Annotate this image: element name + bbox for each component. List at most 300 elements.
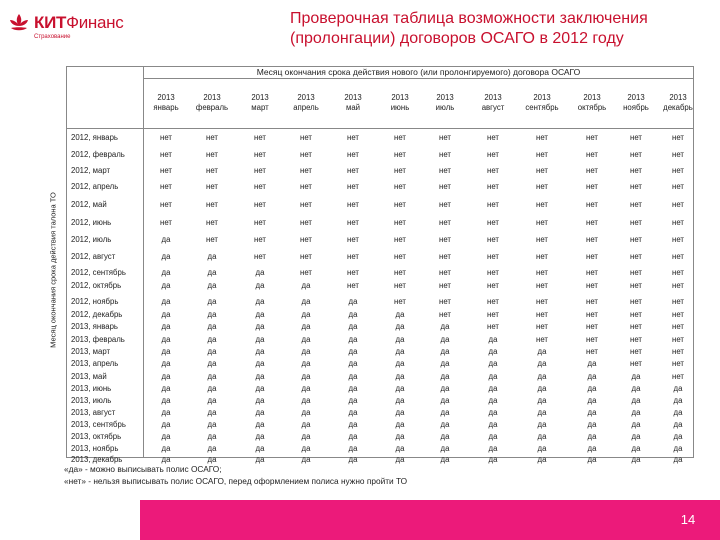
brand-subtitle: Страхование <box>34 34 71 40</box>
table-cell: да <box>395 408 405 417</box>
table-cell: да <box>440 335 450 344</box>
table-cell: да <box>348 444 358 453</box>
table-cell: да <box>587 396 597 405</box>
table-cell: нет <box>487 235 499 244</box>
row-group-header: Месяц окончания срока действия талона ТО <box>48 192 58 348</box>
table-cell: нет <box>394 281 406 290</box>
table-cell: нет <box>394 235 406 244</box>
table-cell: да <box>207 432 217 441</box>
column-header <box>143 93 189 113</box>
table-cell: да <box>488 408 498 417</box>
table-cell: нет <box>536 335 548 344</box>
table-cell: нет <box>672 359 684 368</box>
column-header <box>377 93 423 113</box>
column-group-header: Месяц окончания срока действия нового (или пролонгируемого) договора ОСАГО <box>256 67 581 77</box>
table-cell: да <box>255 455 265 464</box>
column-header-year: 2013 <box>436 93 454 102</box>
table-cell: да <box>488 420 498 429</box>
table-cell: нет <box>586 166 598 175</box>
footer-bar <box>140 500 720 540</box>
table-cell: да <box>301 347 311 356</box>
table-cell: да <box>395 322 405 331</box>
row-label: 2013, ноябрь <box>71 444 119 453</box>
table-cell: нет <box>630 310 642 319</box>
page-number: 14 <box>680 512 696 527</box>
table-cell: нет <box>586 218 598 227</box>
table-cell: да <box>537 372 547 381</box>
table-cell: нет <box>487 252 499 261</box>
table-cell: да <box>207 310 217 319</box>
table-cell: да <box>537 396 547 405</box>
table-cell: нет <box>672 235 684 244</box>
table-cell: да <box>301 335 311 344</box>
table-cell: да <box>587 359 597 368</box>
row-label: 2013, январь <box>71 322 118 331</box>
table-cell: нет <box>347 200 359 209</box>
column-header-year: 2013 <box>669 93 687 102</box>
table-cell: нет <box>536 322 548 331</box>
table-cell: нет <box>630 133 642 142</box>
table-cell: нет <box>206 166 218 175</box>
table-cell: да <box>488 444 498 453</box>
row-label: 2012, март <box>71 166 111 175</box>
table-cell: нет <box>586 297 598 306</box>
table-cell: нет <box>672 150 684 159</box>
table-cell: да <box>631 420 641 429</box>
table-cell: нет <box>630 182 642 191</box>
table-cell: да <box>587 408 597 417</box>
table-cell: да <box>255 335 265 344</box>
table-cell: да <box>161 347 171 356</box>
table-cell: да <box>161 372 171 381</box>
table-cell: да <box>207 335 217 344</box>
table-cell: нет <box>347 150 359 159</box>
table-cell: нет <box>630 281 642 290</box>
table-cell: нет <box>439 133 451 142</box>
table-cell: да <box>301 455 311 464</box>
table-cell: да <box>488 396 498 405</box>
table-cell: нет <box>672 218 684 227</box>
row-label: 2012, ноябрь <box>71 297 119 306</box>
table-cell: да <box>255 384 265 393</box>
table-cell: нет <box>536 235 548 244</box>
table-cell: да <box>207 268 217 277</box>
column-header-month: сентябрь <box>525 103 559 112</box>
table-cell: да <box>301 408 311 417</box>
table-cell: да <box>348 432 358 441</box>
table-cell: да <box>587 455 597 464</box>
column-header-year: 2013 <box>484 93 502 102</box>
row-label: 2013, декабрь <box>71 455 123 464</box>
table-cell: да <box>440 322 450 331</box>
table-cell: нет <box>586 281 598 290</box>
table-cell: да <box>301 432 311 441</box>
legend <box>64 463 407 487</box>
table-cell: нет <box>439 150 451 159</box>
table-cell: нет <box>300 150 312 159</box>
table-cell: да <box>537 455 547 464</box>
brand-name-bold: КИТ <box>34 13 67 32</box>
table-cell: да <box>631 408 641 417</box>
table-cell: нет <box>439 166 451 175</box>
table-cell: да <box>348 347 358 356</box>
table-cell: да <box>395 396 405 405</box>
table-cell: да <box>255 408 265 417</box>
table-cell: да <box>587 420 597 429</box>
row-label: 2012, август <box>71 252 116 261</box>
table-cell: нет <box>630 218 642 227</box>
table-cell: нет <box>439 297 451 306</box>
table-cell: да <box>161 281 171 290</box>
table-cell: да <box>395 432 405 441</box>
table-cell: да <box>161 420 171 429</box>
brand-logo <box>8 10 158 50</box>
table-cell: да <box>348 408 358 417</box>
table-cell: нет <box>394 166 406 175</box>
table-cell: да <box>348 310 358 319</box>
table-cell: нет <box>586 235 598 244</box>
column-header-year: 2013 <box>203 93 221 102</box>
table-cell: нет <box>536 150 548 159</box>
column-header-month: февраль <box>195 103 229 112</box>
table-cell: да <box>207 455 217 464</box>
table-cell: да <box>395 335 405 344</box>
row-label: 2013, май <box>71 372 107 381</box>
table-cell: нет <box>394 150 406 159</box>
table-cell: да <box>255 310 265 319</box>
table-cell: да <box>673 444 683 453</box>
table-cell: да <box>348 396 358 405</box>
column-header-year: 2013 <box>627 93 645 102</box>
table-cell: нет <box>347 252 359 261</box>
table-cell: нет <box>439 182 451 191</box>
table-cell: нет <box>536 268 548 277</box>
column-header-month: июль <box>435 103 455 112</box>
table-cell: да <box>631 384 641 393</box>
table-cell: да <box>255 420 265 429</box>
table-cell: да <box>161 455 171 464</box>
table-cell: нет <box>586 322 598 331</box>
table-cell: нет <box>254 150 266 159</box>
column-header-month: апрель <box>293 103 319 112</box>
table-cell: нет <box>487 322 499 331</box>
table-cell: нет <box>536 218 548 227</box>
table-cell: да <box>301 444 311 453</box>
table-cell: нет <box>347 218 359 227</box>
table-cell: да <box>301 372 311 381</box>
table-cell: нет <box>394 268 406 277</box>
column-header <box>330 93 376 113</box>
row-label: 2012, февраль <box>71 150 125 159</box>
row-label: 2013, июль <box>71 396 112 405</box>
row-label: 2013, февраль <box>71 335 125 344</box>
table-cell: нет <box>439 310 451 319</box>
table-cell: да <box>255 432 265 441</box>
table-cell: да <box>255 281 265 290</box>
column-header-month: октябрь <box>577 103 607 112</box>
table-cell: да <box>207 444 217 453</box>
table-cell: да <box>161 322 171 331</box>
table-cell: да <box>207 252 217 261</box>
table-cell: да <box>673 432 683 441</box>
table-cell: да <box>301 420 311 429</box>
table-cell: нет <box>206 133 218 142</box>
table-cell: да <box>207 384 217 393</box>
table-cell: нет <box>487 310 499 319</box>
row-label: 2013, апрель <box>71 359 119 368</box>
table-cell: да <box>161 432 171 441</box>
table-cell: нет <box>586 347 598 356</box>
column-header-year: 2013 <box>391 93 409 102</box>
row-label: 2012, июнь <box>71 218 112 227</box>
table-cell: да <box>255 322 265 331</box>
column-header-month: декабрь <box>663 103 693 112</box>
table-cell: да <box>161 335 171 344</box>
table-cell: нет <box>300 133 312 142</box>
table-cell: да <box>301 396 311 405</box>
row-label: 2012, октябрь <box>71 281 122 290</box>
table-cell: нет <box>586 252 598 261</box>
table-cell: да <box>301 384 311 393</box>
table-cell: да <box>440 420 450 429</box>
table-cell: нет <box>672 182 684 191</box>
table-cell: нет <box>630 335 642 344</box>
table-cell: да <box>348 420 358 429</box>
table-cell: нет <box>160 133 172 142</box>
table-cell: нет <box>394 200 406 209</box>
table-cell: да <box>161 235 171 244</box>
table-cell: да <box>301 281 311 290</box>
brand-lotus-icon <box>8 12 30 34</box>
row-label: 2012, декабрь <box>71 310 123 319</box>
table-cell: нет <box>536 252 548 261</box>
table-cell: нет <box>672 310 684 319</box>
table-cell: да <box>395 359 405 368</box>
table-cell: нет <box>300 268 312 277</box>
row-label: 2013, март <box>71 347 111 356</box>
table-cell: да <box>537 420 547 429</box>
row-label: 2013, сентябрь <box>71 420 126 429</box>
table-cell: нет <box>586 182 598 191</box>
page-title-line-2: (пролонгации) договоров ОСАГО в 2012 году <box>290 30 624 47</box>
row-label: 2013, август <box>71 408 116 417</box>
table-cell: нет <box>439 218 451 227</box>
table-cell: да <box>161 310 171 319</box>
table-cell: да <box>440 372 450 381</box>
table-cell: да <box>440 432 450 441</box>
table-cell: нет <box>586 150 598 159</box>
table-cell: нет <box>206 235 218 244</box>
table-cell: нет <box>439 200 451 209</box>
table-cell: нет <box>206 218 218 227</box>
column-header-month: ноябрь <box>623 103 649 112</box>
column-header-month: июнь <box>390 103 410 112</box>
table-cell: нет <box>254 218 266 227</box>
table-cell: нет <box>672 347 684 356</box>
table-cell: нет <box>630 252 642 261</box>
table-cell: да <box>631 372 641 381</box>
table-cell: нет <box>536 166 548 175</box>
table-cell: да <box>207 359 217 368</box>
table-cell: да <box>440 408 450 417</box>
table-cell: нет <box>630 166 642 175</box>
table-cell: да <box>673 420 683 429</box>
table-cell: да <box>161 359 171 368</box>
table-cell: да <box>395 384 405 393</box>
table-cell: да <box>673 396 683 405</box>
table-cell: нет <box>254 200 266 209</box>
column-header <box>655 93 701 113</box>
table-cell: да <box>673 384 683 393</box>
table-cell: нет <box>394 252 406 261</box>
column-header-year: 2013 <box>583 93 601 102</box>
table-cell: да <box>587 372 597 381</box>
table-cell: нет <box>487 268 499 277</box>
table-cell: нет <box>347 268 359 277</box>
table-cell: нет <box>206 200 218 209</box>
table-cell: да <box>537 444 547 453</box>
table-cell: нет <box>630 268 642 277</box>
table-cell: нет <box>394 218 406 227</box>
table-cell: да <box>440 347 450 356</box>
table-cell: нет <box>206 150 218 159</box>
table-cell: нет <box>254 182 266 191</box>
table-cell: да <box>587 444 597 453</box>
table-cell: нет <box>630 200 642 209</box>
table-cell: да <box>207 396 217 405</box>
table-cell: да <box>395 420 405 429</box>
table-cell: нет <box>536 133 548 142</box>
table-cell: да <box>161 297 171 306</box>
table-cell: нет <box>439 252 451 261</box>
table-cell: нет <box>254 235 266 244</box>
table-cell: да <box>395 347 405 356</box>
table-cell: да <box>348 372 358 381</box>
column-header-month: январь <box>153 103 179 112</box>
table-cell: нет <box>630 347 642 356</box>
page-title <box>290 9 715 49</box>
table-cell: да <box>673 408 683 417</box>
table-cell: да <box>631 444 641 453</box>
table-cell: нет <box>536 182 548 191</box>
table-cell: нет <box>672 281 684 290</box>
table-cell: да <box>348 322 358 331</box>
column-header <box>519 93 565 113</box>
table-cell: да <box>207 347 217 356</box>
table-cell: нет <box>347 281 359 290</box>
column-header-year: 2013 <box>251 93 269 102</box>
row-label: 2012, июль <box>71 235 112 244</box>
table-cell: нет <box>394 182 406 191</box>
table-cell: нет <box>630 359 642 368</box>
table-cell: нет <box>672 133 684 142</box>
table-cell: нет <box>300 235 312 244</box>
table-cell: да <box>207 281 217 290</box>
table-cell: да <box>631 455 641 464</box>
table-cell: нет <box>347 235 359 244</box>
table-cell: да <box>537 384 547 393</box>
table-cell: да <box>207 322 217 331</box>
table-cell: нет <box>487 166 499 175</box>
table-cell: нет <box>160 218 172 227</box>
table-cell: да <box>255 396 265 405</box>
table-cell: нет <box>394 133 406 142</box>
table-cell: нет <box>630 235 642 244</box>
table-cell: да <box>395 310 405 319</box>
table-cell: да <box>348 384 358 393</box>
table-cell: нет <box>630 322 642 331</box>
table-cell: да <box>301 359 311 368</box>
table-cell: нет <box>394 297 406 306</box>
table-cell: нет <box>487 200 499 209</box>
table-cell: нет <box>672 268 684 277</box>
table-cell: да <box>587 384 597 393</box>
table-cell: нет <box>347 133 359 142</box>
table-cell: да <box>255 268 265 277</box>
table-cell: да <box>537 359 547 368</box>
table-cell: да <box>488 432 498 441</box>
table-cell: нет <box>439 235 451 244</box>
table-cell: да <box>631 396 641 405</box>
table-cell: нет <box>672 252 684 261</box>
table-cell: да <box>161 444 171 453</box>
table-cell: да <box>488 372 498 381</box>
table-cell: да <box>440 359 450 368</box>
table-cell: да <box>440 384 450 393</box>
table-cell: нет <box>160 200 172 209</box>
table-cell: нет <box>487 218 499 227</box>
column-header-month: март <box>251 103 269 112</box>
column-header-year: 2013 <box>297 93 315 102</box>
table-cell: да <box>395 372 405 381</box>
table-cell: да <box>301 322 311 331</box>
table-cell: нет <box>487 182 499 191</box>
table-cell: нет <box>536 310 548 319</box>
table-cell: да <box>255 297 265 306</box>
table-cell: да <box>255 347 265 356</box>
table-cell: нет <box>487 297 499 306</box>
table-cell: да <box>488 455 498 464</box>
table-cell: да <box>255 359 265 368</box>
table-cell: нет <box>160 166 172 175</box>
column-header-year: 2013 <box>344 93 362 102</box>
table-cell: да <box>348 455 358 464</box>
table-cell: да <box>537 432 547 441</box>
table-cell: нет <box>672 372 684 381</box>
table-cell: да <box>161 408 171 417</box>
table-cell: да <box>395 444 405 453</box>
column-header-year: 2013 <box>157 93 175 102</box>
table-cell: нет <box>439 268 451 277</box>
table-cell: да <box>301 310 311 319</box>
table-cell: да <box>440 396 450 405</box>
column-header-year: 2013 <box>533 93 551 102</box>
table-cell: да <box>440 455 450 464</box>
table-cell: да <box>207 372 217 381</box>
table-cell: да <box>161 252 171 261</box>
table-cell: нет <box>439 281 451 290</box>
table-cell: нет <box>536 281 548 290</box>
legend-yes: «да» - можно выписывать полис ОСАГО; <box>64 464 222 474</box>
table-cell: нет <box>586 268 598 277</box>
table-cell: нет <box>347 166 359 175</box>
table-cell: нет <box>630 297 642 306</box>
table-cell: нет <box>487 281 499 290</box>
table-cell: нет <box>586 200 598 209</box>
column-header <box>283 93 329 113</box>
table-cell: да <box>440 444 450 453</box>
column-header <box>422 93 468 113</box>
